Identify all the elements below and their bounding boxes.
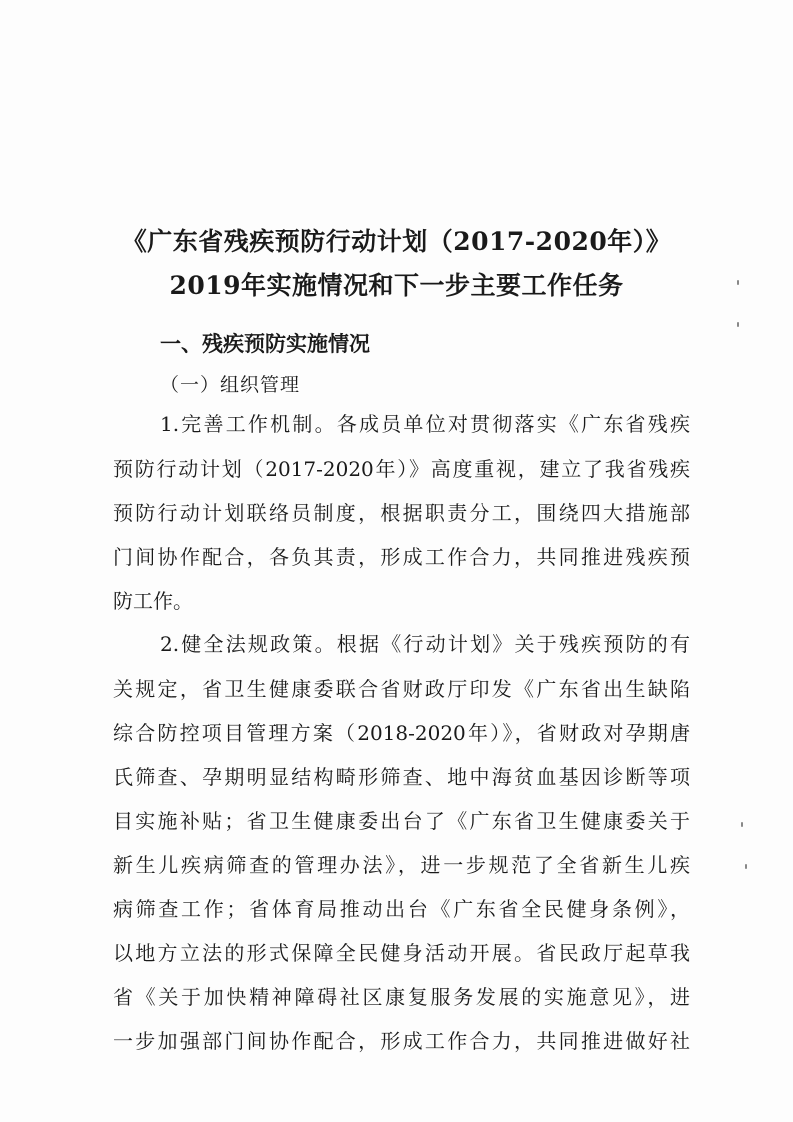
paragraph-2-line: 新生儿疾病筛查的管理办法》，进一步规范了全省新生儿疾 <box>113 853 690 877</box>
subsection-heading: （一）组织管理 <box>160 374 301 396</box>
paragraph-2-line: 病筛查工作；省体育局推动出台《广东省全民健身条例》， <box>113 897 690 921</box>
scan-speck <box>745 864 747 869</box>
paragraph-1-line: 1.完善工作机制。各成员单位对贯彻落实《广东省残疾 <box>160 412 690 436</box>
scan-speck <box>741 822 743 827</box>
scan-speck <box>737 322 739 327</box>
paragraph-2-line: 综合防控项目管理方案（2018-2020年）》，省财政对孕期唐 <box>113 721 690 745</box>
paragraph-2-line: 氏筛查、孕期明显结构畸形筛查、地中海贫血基因诊断等项 <box>113 765 690 789</box>
section-heading: 一、残疾预防实施情况 <box>160 332 370 356</box>
document-title-line-1: 《广东省残疾预防行动计划（2017-2020年）》 <box>121 227 672 256</box>
paragraph-2-line: 一步加强部门间协作配合，形成工作合力，共同推进做好社 <box>113 1029 690 1053</box>
paragraph-1-line: 预防行动计划联络员制度，根据职责分工，围绕四大措施部 <box>113 501 690 525</box>
paragraph-1-line: 门间协作配合，各负其责，形成工作合力，共同推进残疾预 <box>113 545 690 569</box>
paragraph-2-line: 省《关于加快精神障碍社区康复服务发展的实施意见》，进 <box>113 985 690 1009</box>
document-title-line-2: 2019年实施情况和下一步主要工作任务 <box>169 271 624 300</box>
paragraph-1-line: 预防行动计划（2017-2020年）》高度重视，建立了我省残疾 <box>113 457 690 481</box>
paragraph-2-line: 关规定，省卫生健康委联合省财政厅印发《广东省出生缺陷 <box>113 677 690 701</box>
paragraph-1-line: 防工作。 <box>113 589 193 613</box>
paragraph-2-line: 目实施补贴；省卫生健康委出台了《广东省卫生健康委关于 <box>113 809 690 833</box>
paragraph-2-line: 2.健全法规政策。根据《行动计划》关于残疾预防的有 <box>160 632 690 656</box>
paragraph-2-line: 以地方立法的形式保障全民健身活动开展。省民政厅起草我 <box>113 941 690 965</box>
scan-speck <box>737 280 739 285</box>
